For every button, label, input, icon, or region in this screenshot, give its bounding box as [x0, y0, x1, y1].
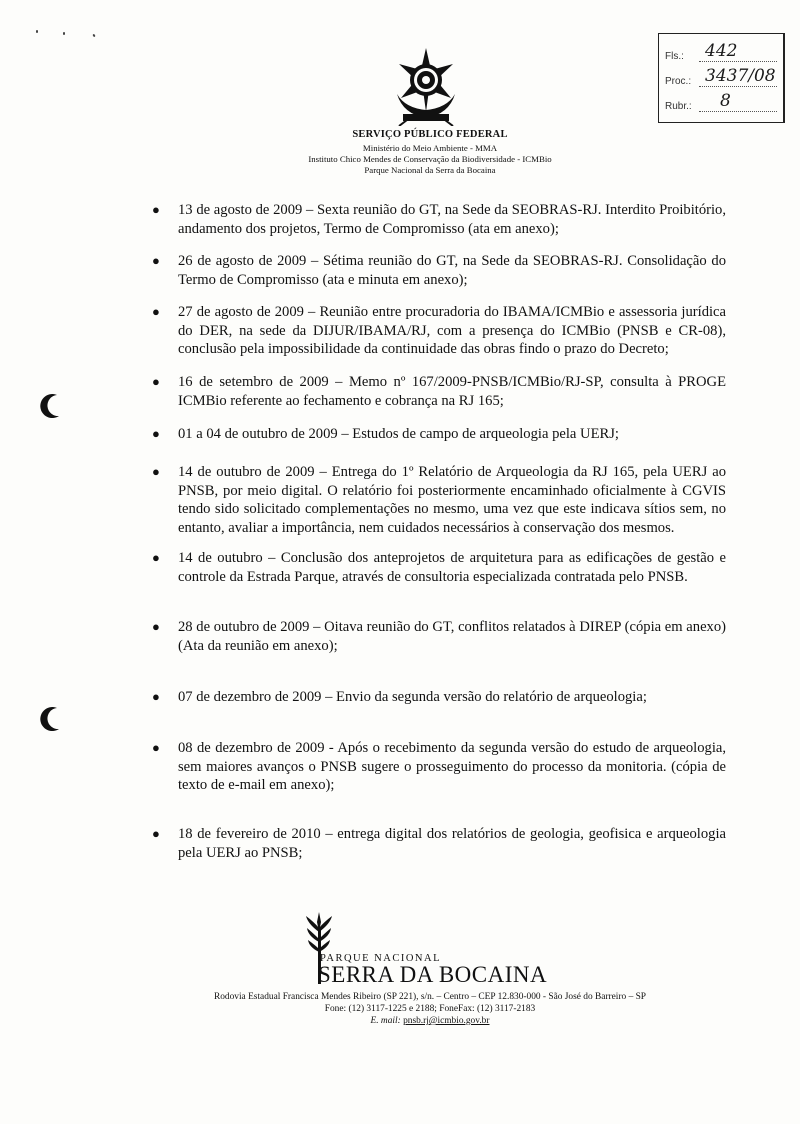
punch-hole-mark-icon [35, 392, 65, 422]
footer-email-link[interactable]: pnsb.rj@icmbio.gov.br [403, 1016, 490, 1026]
footer-phone: Fone: (12) 3117-1225 e 2188; FoneFax: (12) 3117-2183 [324, 1004, 536, 1014]
stamp-proc-label: Proc.: [665, 76, 692, 87]
stamp-line [699, 61, 777, 62]
header-title: SERVIÇO PÚBLICO FEDERAL [352, 129, 508, 140]
footer-logo-small-text: PARQUE NACIONAL [320, 953, 441, 964]
punch-hole-mark-icon [35, 705, 65, 735]
bullet-icon: ● [152, 689, 160, 704]
stamp-rubr-label: Rubr.: [665, 101, 692, 112]
list-item: 18 de fevereiro de 2010 – entrega digital dos relatórios de geologia, geofisica e arqueologia pela UERJ ao PNSB; [178, 826, 726, 861]
list-item: 14 de outubro – Conclusão dos anteprojetos de arquitetura para as edificações de gestão e controle da Estrada Parque, através de consultoria especializada contratada pelo PNSB. [178, 550, 726, 585]
page-stamp [658, 33, 785, 123]
bullet-icon: ● [152, 253, 160, 268]
header-park: Parque Nacional da Serra da Bocaina [364, 165, 496, 175]
header-ministry: Ministério do Meio Ambiente - MMA [362, 143, 498, 153]
list-item: 08 de dezembro de 2009 - Após o recebimento da segunda versão do estudo de arqueologia, sem maiores avanços o PNSB sugere o prosseguimento do processo da monitoria. (cópia de texto de e-mail em anexo); [178, 740, 726, 793]
footer-logo-text: SERRA DA BOCAINA [318, 962, 548, 987]
bullet-icon: ● [152, 826, 160, 841]
bullet-icon: ● [152, 550, 160, 565]
list-item: 14 de outubro de 2009 – Entrega do 1º Relatório de Arqueologia da RJ 165, pela UERJ ao PNSB, por meio digital. O relatório foi posteriormente encaminhado oficialmente à CGVIS tendo sido solicitado complementações no mesmo, uma vez que este indicava sítios sem, no entanto, avaliar a importância, nem cuidados necessários à conservação dos mesmos. [178, 464, 726, 536]
scan-speck [92, 34, 95, 38]
list-item: 13 de agosto de 2009 – Sexta reunião do GT, na Sede da SEOBRAS-RJ. Interdito Proibitório, andamento dos projetos, Termo de Compromisso (ata em anexo); [178, 202, 726, 237]
list-item: 28 de outubro de 2009 – Oitava reunião do GT, conflitos relatados à DIREP (cópia em anexo) (Ata da reunião em anexo); [178, 619, 726, 654]
stamp-line [699, 111, 777, 112]
list-item: 01 a 04 de outubro de 2009 – Estudos de campo de arqueologia pela UERJ; [178, 426, 619, 442]
stamp-fls-value: 442 [705, 41, 738, 61]
stamp-fls-label: Fls.: [665, 51, 684, 62]
scan-speck [63, 32, 65, 35]
brazil-coat-of-arms-icon [391, 48, 461, 126]
footer-email-label: E. mail: [370, 1016, 401, 1026]
bullet-icon: ● [152, 374, 160, 389]
footer-address: Rodovia Estadual Francisca Mendes Ribeiro (SP 221), s/n. – Centro – CEP 12.830-000 - São José do Barreiro – SP [213, 992, 647, 1002]
bullet-icon: ● [152, 426, 160, 441]
footer-email [100, 1017, 760, 1026]
bullet-icon: ● [152, 464, 160, 479]
bullet-icon: ● [152, 202, 160, 217]
list-item: 16 de setembro de 2009 – Memo nº 167/2009-PNSB/ICMBio/RJ-SP, consulta à PROGE ICMBio referente ao fechamento e cobrança na RJ 165; [178, 374, 726, 409]
header-institute: Instituto Chico Mendes de Conservação da Biodiversidade - ICMBio [308, 154, 552, 164]
list-item: 27 de agosto de 2009 – Reunião entre procuradoria do IBAMA/ICMBio e assessoria jurídica do DER, na sede da DIJUR/IBAMA/RJ, com a presença do ICMBio (PNSB e CR-08), conclusão pela impossibilidade da continuidade das obras findo o prazo do Decreto; [178, 304, 726, 357]
bullet-icon: ● [152, 740, 160, 755]
stamp-proc-value: 3437/08 [705, 66, 776, 86]
bullet-icon: ● [152, 619, 160, 634]
bullet-icon: ● [152, 304, 160, 319]
list-item: 07 de dezembro de 2009 – Envio da segunda versão do relatório de arqueologia; [178, 689, 647, 705]
list-item: 26 de agosto de 2009 – Sétima reunião do GT, na Sede da SEOBRAS-RJ. Consolidação do Termo de Compromisso (ata e minuta em anexo); [178, 253, 726, 288]
stamp-rubr-value: 8 [720, 91, 731, 111]
scan-speck [36, 30, 38, 33]
stamp-line [699, 86, 777, 87]
